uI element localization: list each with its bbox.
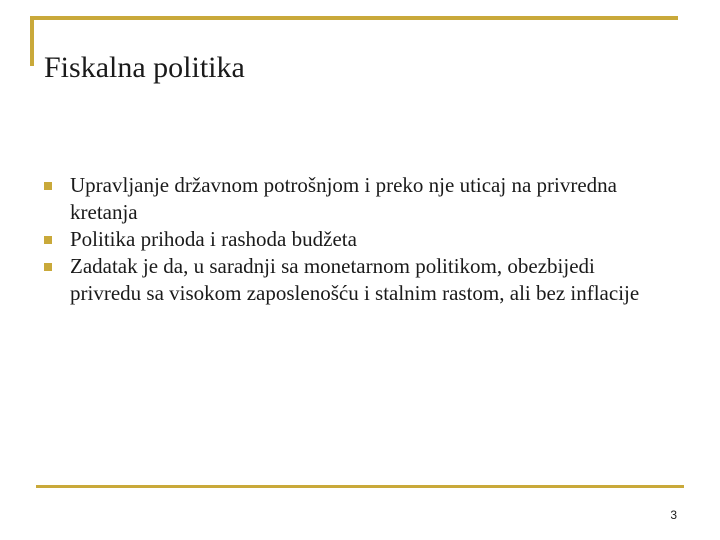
top-accent-line xyxy=(30,16,678,20)
left-accent-line xyxy=(30,16,34,66)
page-number: 3 xyxy=(670,508,677,522)
bullet-text: Zadatak je da, u saradnji sa monetarnom politikom, obezbijedi privredu sa visokom zaposlenošću i stalnim rastom, ali bez inflacije xyxy=(70,254,640,305)
square-bullet-icon xyxy=(44,236,52,244)
bullet-item xyxy=(44,172,644,226)
bottom-accent-line xyxy=(36,485,684,488)
square-bullet-icon xyxy=(44,263,52,271)
bullet-item xyxy=(44,253,644,307)
slide-title: Fiskalna politika xyxy=(44,51,245,84)
bullet-list xyxy=(44,172,644,307)
square-bullet-icon xyxy=(44,182,52,190)
bullet-text: Upravljanje državnom potrošnjom i preko nje uticaj na privredna kretanja xyxy=(70,173,617,224)
bullet-text: Politika prihoda i rashoda budžeta xyxy=(70,227,357,251)
bullet-item xyxy=(44,226,644,253)
